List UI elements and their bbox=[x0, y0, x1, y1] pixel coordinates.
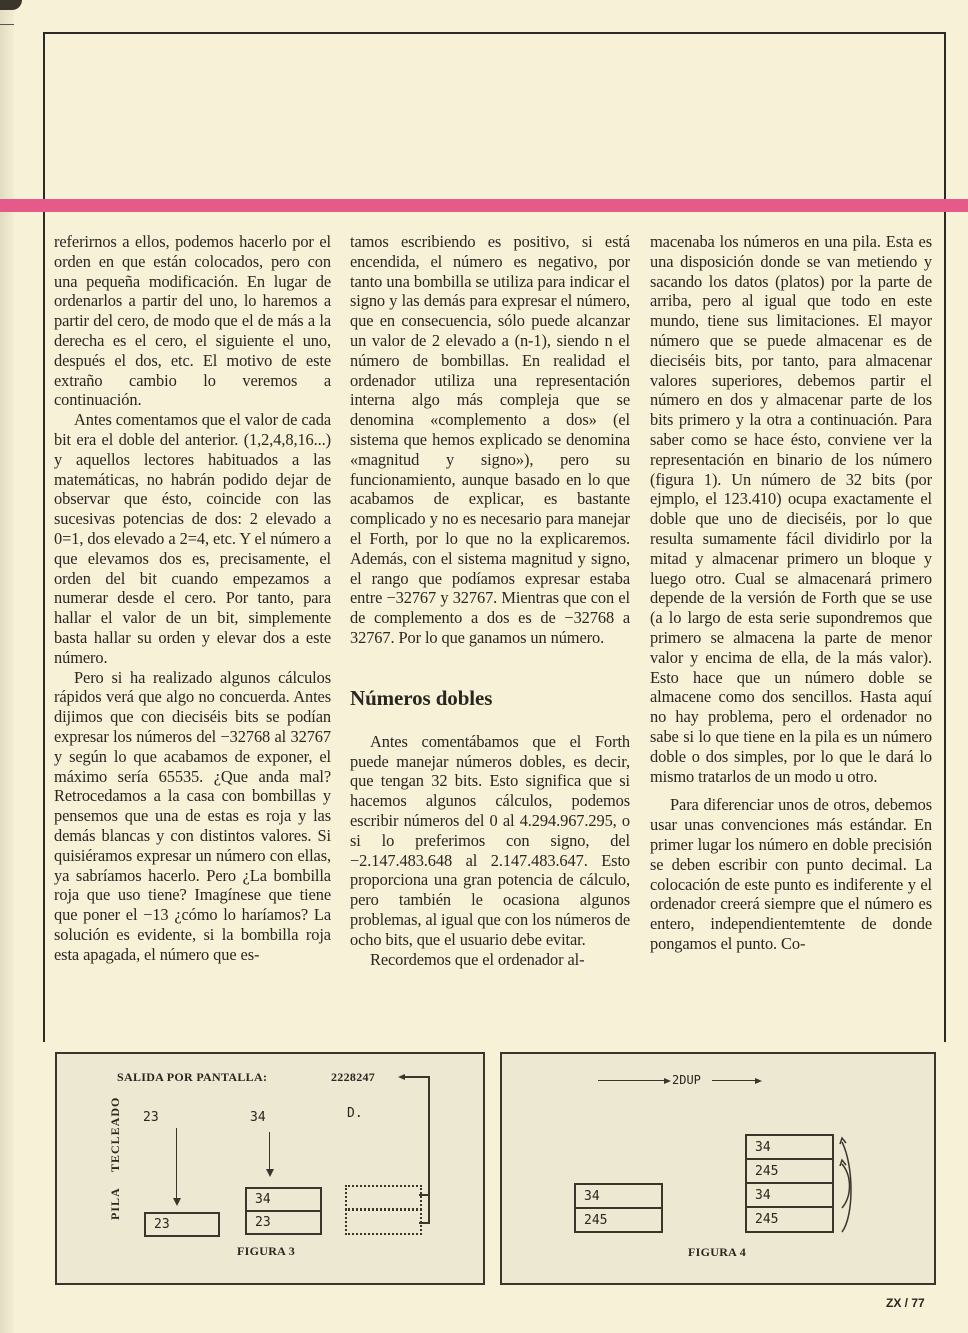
operation-label: 2DUP bbox=[672, 1073, 701, 1087]
paragraph: Para diferenciar unos de otros, debemos usar unas convenciones más estándar. En primer lugar los número en doble precisión se deben escribir con punto decimal. La colocación de este punto es indiferente y el ordenador creerá siempre que el número es entero, independientemtente de donde pongamos el punto. Co- bbox=[650, 795, 932, 953]
figure-3 bbox=[55, 1052, 485, 1285]
arrow-shaft bbox=[269, 1132, 270, 1170]
arrow-right-icon bbox=[755, 1078, 762, 1084]
paragraph: macenaba los números en una pila. Esta es una disposición donde se van metiendo y sacando los datos (platos) por la parte de arriba, pero al igual que todo en este mundo, tiene sus limitaciones. El mayor número que se puede almacenar es de dieciséis bits, por tanto, para almacenar valores superiores, debemos partir el número en dos y almacenar parte de los bits primero y la otra a continuación. Para saber como se hace ésto, conviene ver la representación en binario de los número (figura 1). Un número de 32 bits (por ejmplo, el 123.410) ocupa exactamente el doble que uno de dieciséis, por lo que resulta sumamente fácil dividirlo por la mitad y almacenar primero un bloque y luego otro. Cual se almacenará primero depende de la versión de Forth que se use (a lo largo de esta serie supondremos que primero se almacena la parte de menor valor y encima de ella, de la más valor). Esto hace que un número doble se almacene como dos sencillos. Hasta aquí no hay problema, pero el ordenador no sabe si lo que tiene en la pila es un número doble o dos simples, por lo que le dará lo mismo tratarlos de un modo u otro. bbox=[650, 232, 932, 786]
arrow-shaft bbox=[712, 1080, 756, 1081]
paragraph: Antes comentábamos que el Forth puede manejar números dobles, es decir, que tengan 32 bits. Esto significa que si hacemos algunos cálculos, podemos escribir números del 0 al 4.294.967.295, o si lo preferimos con signo, del −2.147.483.648 al 2.147.483.647. Esto proporciona una gran potencia de cálculo, pero también le ocasiona algunos problemas, al igual que con los números de ocho bits, que el usuario debe evitar. bbox=[350, 731, 630, 949]
output-value: 2228247 bbox=[331, 1070, 376, 1084]
arrow-right-icon bbox=[664, 1078, 671, 1084]
typed-label: TECLEADO bbox=[108, 1096, 122, 1172]
paragraph: Pero si ha realizado algunos cálculos rápidos verá que algo no concuerda. Antes dijimos que con dieciséis bits se podían expresar los números del −32768 al 32767 y según lo que acabamos de exponer, el máximo sería 65535. ¿Que anda mal? Retrocedamos a la casa con bombillas y pensemos que una de estas es roja y las demás blancas y con distintos valores. Si quisiéramos expresar un número con ellas, ya sabríamos hacerlo. Pero ¿La bombilla roja que uso tiene? Imagínese que tiene que poner el −13 ¿cómo lo haríamos? La solución es evidente, si la bombilla roja esta apagada, el número que es- bbox=[54, 667, 331, 964]
typed-value: 34 bbox=[250, 1110, 266, 1125]
stack-cell: 245 bbox=[745, 1206, 834, 1233]
frame-top-rule bbox=[44, 32, 946, 34]
text-column-1 bbox=[54, 232, 331, 964]
stack-cell: 245 bbox=[745, 1158, 834, 1184]
stack-cell: 23 bbox=[144, 1212, 220, 1237]
stack-label: PILA bbox=[108, 1187, 122, 1220]
paragraph: tamos escribiendo es positivo, si está encendida, el número es negativo, por tanto una bombilla se utiliza para indicar el signo y las demás para expresar el número, que en consecuencia, sólo puede alcanzar un valor de 2 elevado a (n-1), siendo n el número de bombillas. En realidad el ordenador utiliza una representación interna algo más compleja que se denomina «complemento a dos» (el sistema que hemos explicado se denomina «magnitud y signo»), pero su funcionamiento, aunque basado en lo que acabamos de explicar, es bastante complicado y no es necesario para manejar el Forth, por lo que no la explicaremos. Además, con el sistema magnitud y signo, el rango que podíamos expresar estaba entre −32767 y 32767. Mientras que con el de complemento a dos es de −32768 a 32767. Por lo que ganamos un número. bbox=[350, 232, 630, 647]
stack-cell-empty bbox=[345, 1185, 422, 1210]
paragraph: Antes comentamos que el valor de cada bit era el doble del anterior. (1,2,4,8,16...) y aquellos lectores habituados a las matemáticas, no habrán podido dejar de observar que ésto, coincide con las sucesivas potencias de dos: 2 elevado a 0=1, dos elevado a 2=4, etc. Y el número a que elevamos dos es, precisamente, el orden del bit cuando empezamos a numerar desde el cero. Por tanto, para hallar el valor de un bit, simplemente basta hallar su orden y elevar dos a este número. bbox=[54, 410, 331, 667]
accent-bar bbox=[0, 199, 968, 212]
stack-cell: 34 bbox=[745, 1182, 834, 1208]
page-folio: ZX / 77 bbox=[886, 1296, 925, 1310]
stack-cell: 245 bbox=[574, 1207, 663, 1233]
text-column-2 bbox=[350, 232, 630, 969]
figure-4 bbox=[500, 1052, 936, 1285]
section-heading: Números dobles bbox=[350, 685, 493, 710]
stack-cell: 34 bbox=[574, 1183, 663, 1209]
connector-line bbox=[428, 1076, 430, 1224]
margin-tick bbox=[0, 24, 14, 25]
arrow-down-icon bbox=[173, 1198, 181, 1206]
text-column-3 bbox=[650, 232, 932, 954]
output-label: SALIDA POR PANTALLA: bbox=[117, 1070, 268, 1084]
stack-cell: 34 bbox=[245, 1187, 322, 1212]
paragraph: Recordemos que el ordenador al- bbox=[370, 949, 585, 969]
arrow-shaft bbox=[598, 1080, 666, 1081]
copy-arrows-icon bbox=[836, 1136, 866, 1236]
stack-cell: 34 bbox=[745, 1134, 834, 1160]
paragraph: referirnos a ellos, podemos hacerlo por el orden en que están colocados, pero con una pequeña modificación. En lugar de ordenarlos a partir del uno, lo haremos a partir del cero, de modo que el de más a la derecha es el cero, el siguiente el uno, después el dos, etc. El motivo de este extraño cambio lo veremos a continuación. bbox=[54, 232, 331, 410]
typed-value: 23 bbox=[143, 1110, 159, 1125]
frame-left-rule bbox=[43, 32, 45, 1042]
frame-right-rule bbox=[944, 32, 946, 1042]
typed-value: D. bbox=[347, 1106, 363, 1121]
arrow-shaft bbox=[176, 1128, 177, 1200]
page-corner bbox=[0, 0, 22, 10]
stack-cell-empty bbox=[345, 1209, 422, 1235]
arrow-down-icon bbox=[266, 1169, 274, 1177]
stack-cell: 23 bbox=[245, 1210, 322, 1235]
figure-caption: FIGURA 3 bbox=[237, 1244, 296, 1258]
connector-line bbox=[403, 1076, 429, 1078]
figure-caption: FIGURA 4 bbox=[688, 1245, 747, 1259]
